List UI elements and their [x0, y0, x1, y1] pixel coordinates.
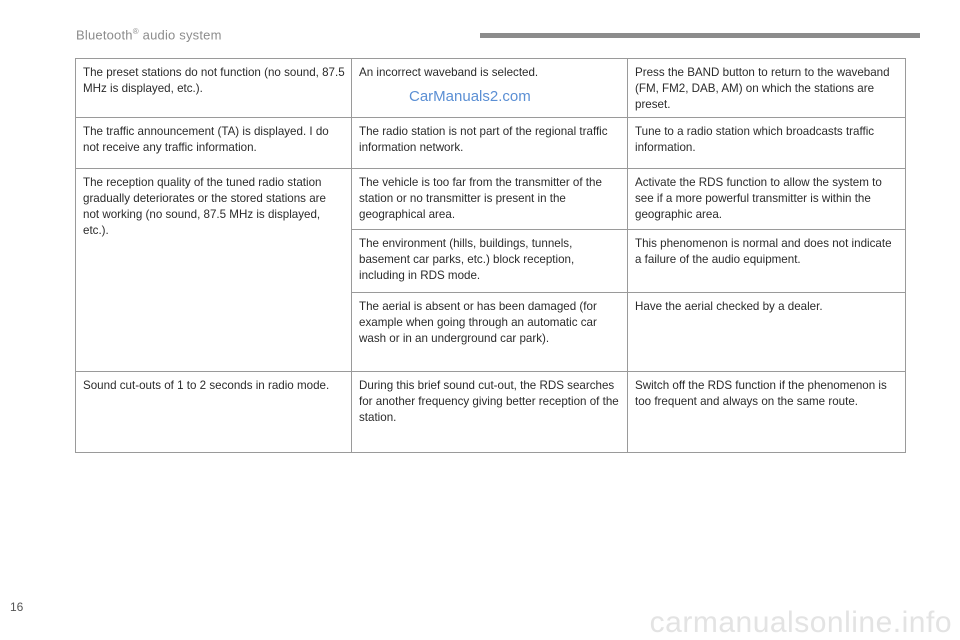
problem-cell: The reception quality of the tuned radio station gradually deteriorates or the stored stations are not working (no sound, 87.5 MHz is displayed, etc.). [76, 169, 352, 372]
registered-mark: ® [132, 27, 139, 36]
troubleshooting-table [75, 58, 906, 453]
solution-cell: Press the BAND button to return to the waveband (FM, FM2, DAB, AM) on which the stations are preset. [628, 59, 906, 118]
page-header-title [76, 27, 222, 42]
cause-cell: During this brief sound cut-out, the RDS searches for another frequency giving better reception of the station. [352, 372, 628, 453]
watermark-link[interactable]: CarManuals2.com [409, 88, 531, 105]
table-row [76, 372, 906, 453]
solution-cell: Have the aerial checked by a dealer. [628, 293, 906, 372]
problem-cell: The preset stations do not function (no sound, 87.5 MHz is displayed, etc.). [76, 59, 352, 118]
page-number: 16 [10, 600, 24, 614]
solution-cell: Tune to a radio station which broadcasts traffic information. [628, 118, 906, 169]
header-divider-bar [480, 33, 920, 38]
table-row [76, 169, 906, 230]
footer-site-watermark: carmanualsonline.info [649, 606, 952, 639]
cause-cell: The radio station is not part of the regional traffic information network. [352, 118, 628, 169]
header-title-text: Bluetooth [76, 27, 133, 43]
header-title-rest: audio system [138, 27, 222, 43]
cause-cell: The environment (hills, buildings, tunnels, basement car parks, etc.) block reception, including in RDS mode. [352, 230, 628, 293]
solution-cell: Switch off the RDS function if the phenomenon is too frequent and always on the same route. [628, 372, 906, 453]
cause-cell: The vehicle is too far from the transmitter of the station or no transmitter is present in the geographical area. [352, 169, 628, 230]
problem-cell: The traffic announcement (TA) is displayed. I do not receive any traffic information. [76, 118, 352, 169]
table-row [76, 118, 906, 169]
solution-cell: This phenomenon is normal and does not indicate a failure of the audio equipment. [628, 230, 906, 293]
cause-cell: The aerial is absent or has been damaged (for example when going through an automatic car wash or in an underground car park). [352, 293, 628, 372]
solution-cell: Activate the RDS function to allow the system to see if a more powerful transmitter is within the geographic area. [628, 169, 906, 230]
cause-cell: An incorrect waveband is selected. [352, 59, 628, 118]
problem-cell: Sound cut-outs of 1 to 2 seconds in radio mode. [76, 372, 352, 453]
